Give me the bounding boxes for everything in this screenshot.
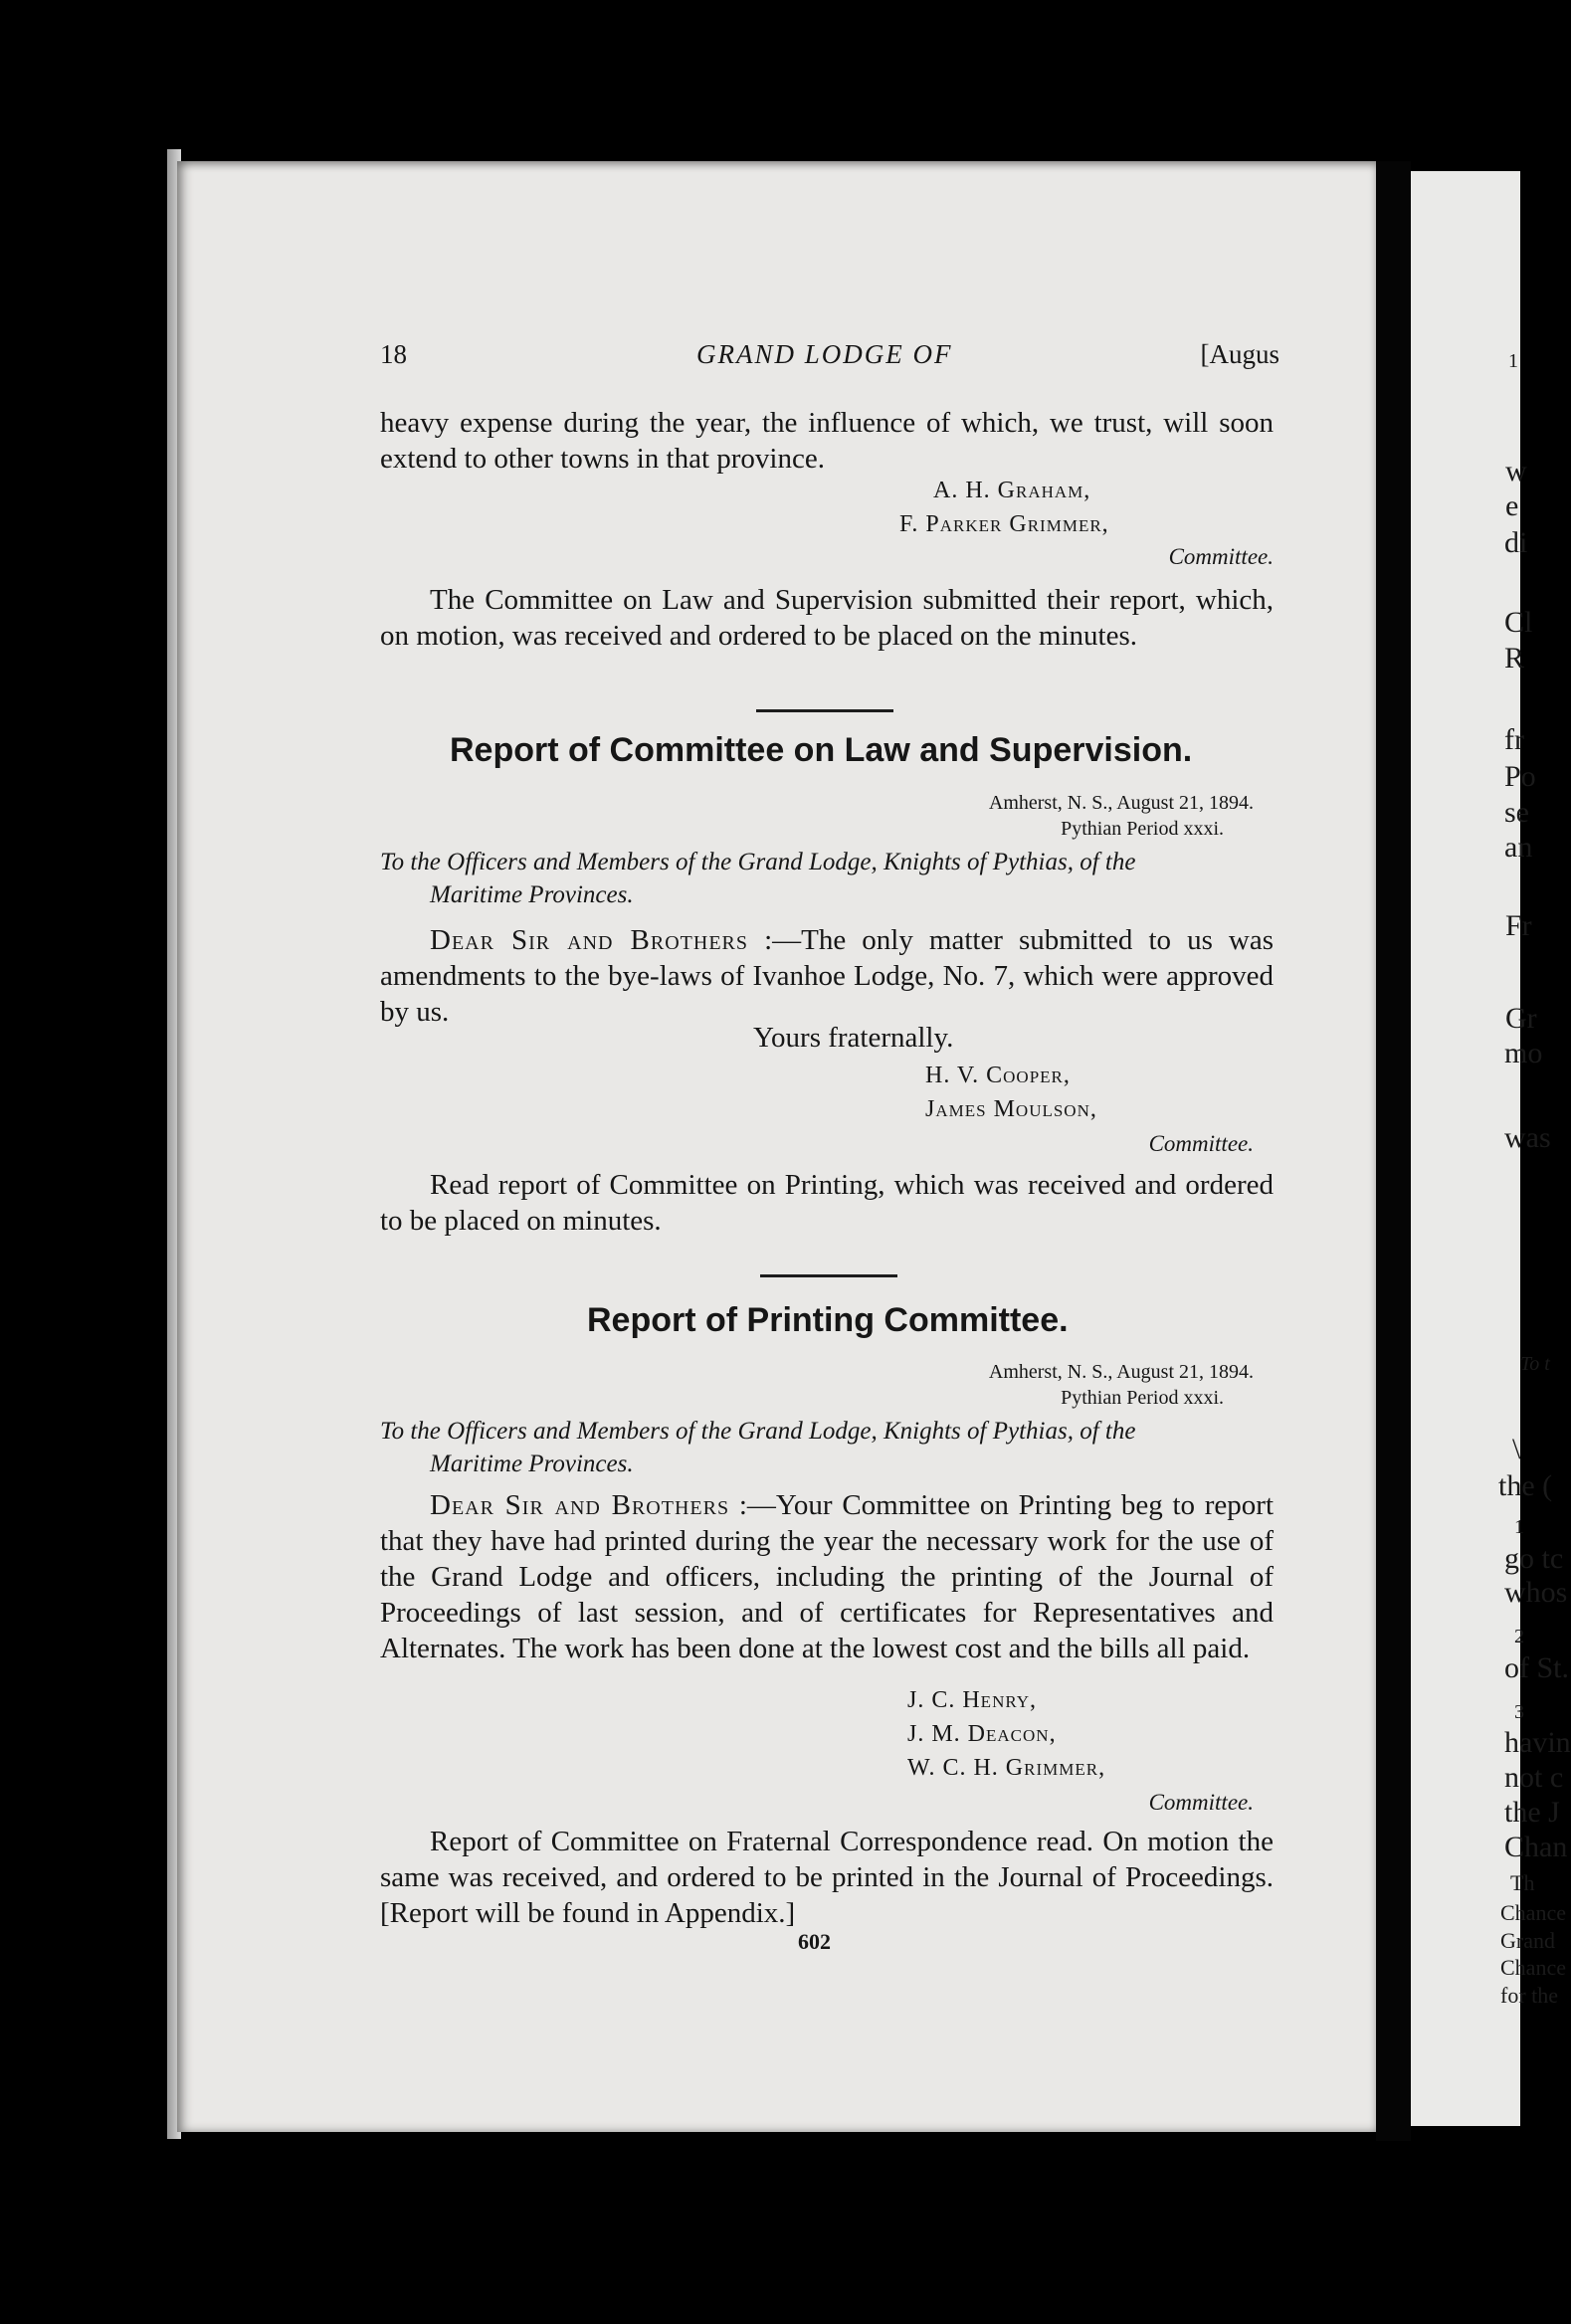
facing-fragment: havin bbox=[1504, 1726, 1571, 1759]
signature-henry: J. C. Henry, bbox=[907, 1687, 1038, 1713]
committee-label: Committee. bbox=[1148, 1131, 1254, 1156]
page-number: 18 bbox=[380, 339, 407, 369]
law-motion-paragraph: The Committee on Law and Supervision submitted their report, which, on motion, was received and ordered to be placed on the minutes. bbox=[380, 584, 1274, 652]
printing-report-body bbox=[380, 1487, 1274, 1666]
facing-fragment: Th bbox=[1510, 1870, 1535, 1895]
facing-fragment: Chance bbox=[1500, 1900, 1566, 1925]
facing-fragment: Chance bbox=[1500, 1955, 1566, 1980]
facing-fragment: Cl bbox=[1504, 606, 1533, 639]
facing-fragment: se bbox=[1504, 796, 1529, 829]
law-report-body bbox=[380, 922, 1274, 1030]
facing-fragment: fr bbox=[1504, 723, 1524, 756]
printing-report-period: Pythian Period xxxi. bbox=[1061, 1387, 1224, 1409]
facing-fragment: go tc bbox=[1504, 1542, 1564, 1575]
signature-moulson: James Moulson, bbox=[925, 1096, 1097, 1122]
salutation: Dear Sir and Brothers bbox=[430, 1489, 730, 1521]
law-report-body-text: :—The only matter submitted to us was amendments to the bye-laws of Ivanhoe Lodge, No. 7, which were approved by us. bbox=[380, 924, 1275, 1028]
printing-report-body-text: :—Your Committee on Printing beg to report that they have had printed during the year the necessary work for the use of the Grand Lodge and officers, including the printing of the Journal of Proceedings of last session, and of certificates for Representatives and Alternates. The work has been done at the lowest cost and the bills all paid. bbox=[380, 1489, 1274, 1664]
printing-report-heading: Report of Printing Committee. bbox=[587, 1301, 1069, 1339]
law-report-place-date: Amherst, N. S., August 21, 1894. bbox=[988, 792, 1254, 814]
facing-fragment: was bbox=[1504, 1121, 1551, 1154]
facing-fragment: for the bbox=[1500, 1983, 1559, 2008]
printing-motion-paragraph: Read report of Committee on Printing, which was received and ordered to be placed on minutes. bbox=[380, 1169, 1274, 1237]
signature-parker-grimmer: F. Parker Grimmer, bbox=[899, 511, 1109, 537]
facing-fragment: Chan bbox=[1504, 1831, 1568, 1863]
running-head bbox=[380, 339, 1279, 379]
facing-fragment: 1 bbox=[1508, 350, 1518, 372]
facing-fragment: \ bbox=[1512, 1433, 1521, 1465]
facing-fragment: the ( bbox=[1498, 1469, 1553, 1502]
law-report-heading: Report of Committee on Law and Supervision. bbox=[450, 731, 1193, 769]
facing-fragment: not c bbox=[1504, 1761, 1564, 1794]
facing-fragment: 2 bbox=[1514, 1626, 1524, 1647]
facing-fragment: Grand bbox=[1500, 1928, 1555, 1953]
signature-wch-grimmer: W. C. H. Grimmer, bbox=[907, 1755, 1106, 1781]
facing-fragment: e bbox=[1505, 489, 1519, 522]
signature-deacon: J. M. Deacon, bbox=[907, 1721, 1057, 1747]
running-head-title: GRAND LODGE OF bbox=[696, 339, 953, 369]
section-divider bbox=[756, 709, 893, 712]
facing-fragment: di bbox=[1504, 526, 1528, 559]
facing-fragment: mo bbox=[1504, 1037, 1543, 1069]
facing-fragment: To t bbox=[1520, 1353, 1550, 1375]
printing-report-place-date: Amherst, N. S., August 21, 1894. bbox=[988, 1361, 1254, 1383]
signature-graham: A. H. Graham, bbox=[933, 478, 1091, 503]
salutation: Dear Sir and Brothers bbox=[430, 924, 749, 956]
book-gutter bbox=[1376, 161, 1411, 2141]
closing-yours-fraternally: Yours fraternally. bbox=[753, 1022, 954, 1054]
facing-fragment: an bbox=[1504, 831, 1533, 864]
fraternal-correspondence-paragraph: Report of Committee on Fraternal Correspondence read. On motion the same was received, and ordered to be printed in the Journal of Proceedings. [Report will be found in Appendix.] bbox=[380, 1826, 1274, 1929]
facing-page bbox=[1411, 171, 1571, 2126]
continuation-paragraph: heavy expense during the year, the influence of which, we trust, will soon extend to other towns in that province. bbox=[380, 407, 1274, 475]
folio-number: 602 bbox=[798, 1929, 831, 1954]
facing-fragment: the J bbox=[1504, 1796, 1560, 1829]
printing-report-address-2: Maritime Provinces. bbox=[430, 1451, 634, 1477]
law-report-period: Pythian Period xxxi. bbox=[1061, 818, 1224, 840]
law-report-address: To the Officers and Members of the Grand Lodge, Knights of Pythias, of the bbox=[380, 849, 1136, 875]
facing-fragment: Po bbox=[1504, 760, 1536, 793]
facing-fragment: of St. bbox=[1504, 1651, 1570, 1684]
committee-label: Committee. bbox=[1148, 1790, 1254, 1815]
facing-fragment: Fr bbox=[1505, 909, 1532, 942]
facing-fragment: R bbox=[1504, 642, 1525, 675]
signature-cooper: H. V. Cooper, bbox=[925, 1063, 1071, 1088]
running-head-date: [Augus bbox=[1200, 339, 1279, 369]
facing-fragment: 3 bbox=[1514, 1701, 1524, 1723]
committee-label: Committee. bbox=[1168, 544, 1274, 569]
section-divider bbox=[760, 1274, 897, 1277]
printing-report-address: To the Officers and Members of the Grand Lodge, Knights of Pythias, of the bbox=[380, 1418, 1136, 1445]
facing-fragment: 1 bbox=[1514, 1516, 1524, 1538]
facing-fragment: Gr bbox=[1505, 1002, 1537, 1035]
facing-fragment: whos bbox=[1504, 1576, 1568, 1609]
law-report-address-2: Maritime Provinces. bbox=[430, 881, 634, 908]
facing-fragment: w bbox=[1505, 455, 1527, 487]
